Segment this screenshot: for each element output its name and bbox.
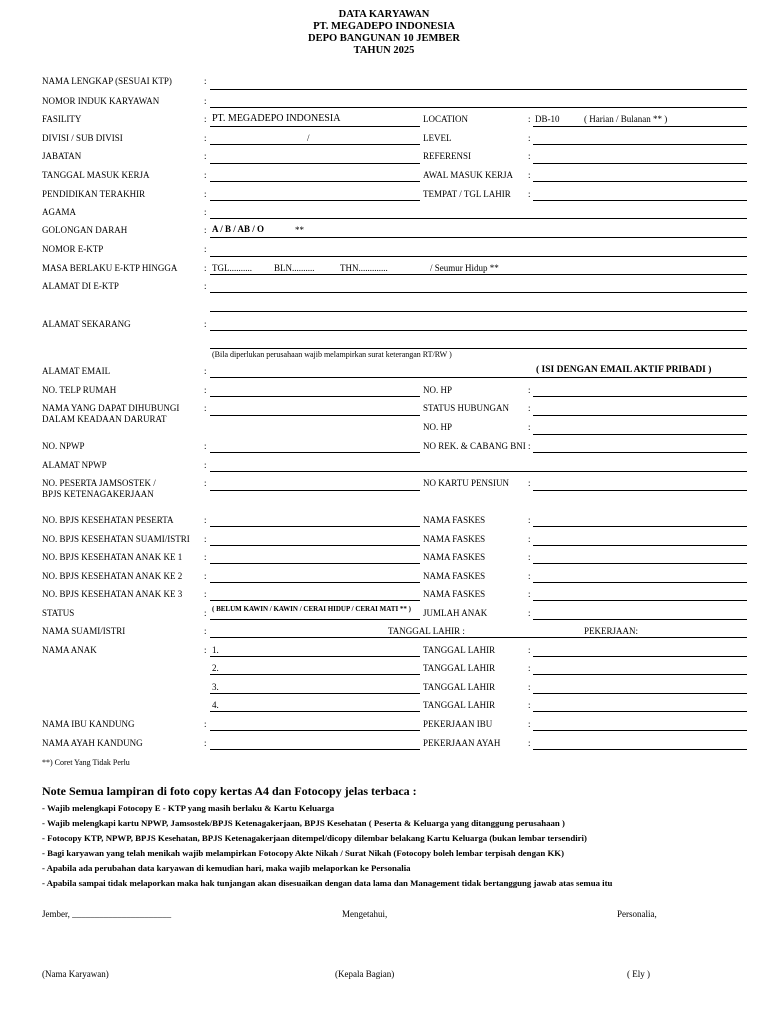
field-line-pekerjaan-ayah[interactable] [533, 749, 747, 750]
field-line-anak3[interactable] [210, 693, 420, 694]
field-line-golongan-darah[interactable] [210, 237, 747, 238]
label-alamat-ektp: ALAMAT DI E-KTP [42, 281, 119, 291]
branch-name: DEPO BANGUNAN 10 JEMBER [308, 33, 460, 44]
field-line-nik[interactable] [210, 107, 747, 108]
note-item-5: - Apabila ada perubahan data karyawan di kemudian hari, maka wajib melaporkan ke Personalia [42, 863, 411, 873]
label-faskes-anak1: NAMA FASKES [423, 552, 486, 562]
label-nomor-ektp: NOMOR E-KTP [42, 244, 104, 254]
signature-nama-karyawan: (Nama Karyawan) [42, 969, 109, 979]
field-line-tgl-lahir-anak3[interactable] [533, 693, 747, 694]
label-jabatan: JABATAN [42, 151, 82, 161]
field-line-jamsostek[interactable] [210, 490, 420, 491]
field-line-bpjs-anak2[interactable] [210, 582, 420, 583]
field-line-alamat-npwp[interactable] [210, 471, 747, 472]
field-line-agama[interactable] [210, 218, 747, 219]
label-alamat-npwp: ALAMAT NPWP [42, 460, 107, 470]
label-awal-masuk: AWAL MASUK KERJA [423, 170, 513, 180]
label-faskes-suami: NAMA FASKES [423, 534, 486, 544]
label-golongan-darah: GOLONGAN DARAH [42, 225, 128, 235]
field-line-level[interactable] [533, 144, 747, 145]
signature-ely: ( Ely ) [627, 969, 650, 979]
field-line-no-hp[interactable] [533, 396, 747, 397]
label-nama-lengkap: NAMA LENGKAP (SESUAI KTP) [42, 76, 172, 86]
field-line-nama-lengkap[interactable] [210, 89, 747, 90]
field-line-divisi[interactable] [210, 144, 420, 145]
label-tempat-lahir: TEMPAT / TGL LAHIR [423, 189, 511, 199]
field-line-tgl-lahir-anak1[interactable] [533, 656, 747, 657]
label-bpjs-anak2: NO. BPJS KESEHATAN ANAK KE 2 [42, 571, 183, 581]
field-line-npwp[interactable] [210, 452, 420, 453]
signature-personalia: Personalia, [617, 909, 657, 919]
label-kartu-pensiun: NO KARTU PENSIUN [423, 478, 509, 488]
field-line-tgl-lahir-anak2[interactable] [533, 674, 747, 675]
field-line-bpjs-suami[interactable] [210, 545, 420, 546]
field-line-alamat-ektp-2[interactable] [210, 311, 747, 312]
label-alamat-email: ALAMAT EMAIL [42, 366, 111, 376]
field-line-tgl-lahir-anak4[interactable] [533, 711, 747, 712]
label-faskes-anak3: NAMA FASKES [423, 589, 486, 599]
label-nama-suami: NAMA SUAMI/ISTRI [42, 626, 126, 636]
field-line-pekerjaan-ibu[interactable] [533, 730, 747, 731]
field-line-bpjs-peserta[interactable] [210, 526, 420, 527]
field-line-fasility[interactable] [210, 126, 420, 127]
signature-jember: Jember, ______________________ [42, 909, 172, 919]
alamat-note: (Bila diperlukan perusahaan wajib melampirkan surat keterangan RT/RW ) [212, 350, 452, 359]
label-status: STATUS [42, 608, 75, 618]
field-line-tanggal-masuk[interactable] [210, 181, 420, 182]
field-line-nama-ibu[interactable] [210, 730, 420, 731]
ektp-seumur-hidup[interactable]: / Seumur Hidup ** [430, 263, 499, 273]
field-line-kartu-pensiun[interactable] [533, 490, 747, 491]
label-masa-berlaku: MASA BERLAKU E-KTP HINGGA [42, 263, 178, 273]
note-item-3: - Fotocopy KTP, NPWP, BPJS Kesehatan, BPJS Ketenagakerjaan ditempel/dicopy dilembar belakang Kartu Keluarga (bukan lembar tersendiri) [42, 833, 587, 843]
label-bpjs-suami: NO. BPJS KESEHATAN SUAMI/ISTRI [42, 534, 190, 544]
anak-3-number: 3. [212, 682, 219, 692]
golongan-darah-mark: ** [295, 225, 304, 235]
label-nama-anak: NAMA ANAK [42, 645, 97, 655]
label-npwp: NO. NPWP [42, 441, 85, 451]
location-option[interactable]: ( Harian / Bulanan ** ) [584, 114, 668, 124]
label-tgl-lahir-anak1: TANGGAL LAHIR [423, 645, 496, 655]
label-jumlah-anak: JUMLAH ANAK [423, 608, 488, 618]
label-faskes-anak2: NAMA FASKES [423, 571, 486, 581]
field-line-no-hp-darurat[interactable] [533, 434, 747, 435]
note-item-4: - Bagi karyawan yang telah menikah wajib melampirkan Fotocopy Akte Nikah / Surat Nikah (Fotocopy boleh lembar terpisah dengan KK) [42, 848, 565, 858]
field-line-awal-masuk[interactable] [533, 181, 747, 182]
field-line-no-rek[interactable] [533, 452, 747, 453]
anak-4-number: 4. [212, 700, 219, 710]
label-tgl-lahir-anak3: TANGGAL LAHIR [423, 682, 496, 692]
label-nama-ayah: NAMA AYAH KANDUNG [42, 738, 143, 748]
label-tgl-lahir-anak2: TANGGAL LAHIR [423, 663, 496, 673]
field-line-alamat-ektp-1[interactable] [210, 292, 747, 293]
divisi-separator: / [307, 133, 310, 143]
label-tanggal-lahir-suami: TANGGAL LAHIR : [388, 626, 465, 636]
label-pekerjaan-ibu: PEKERJAAN IBU [423, 719, 493, 729]
field-line-status[interactable] [210, 619, 420, 620]
note-item-1: - Wajib melengkapi Fotocopy E - KTP yang masih berlaku & Kartu Keluarga [42, 803, 335, 813]
label-divisi: DIVISI / SUB DIVISI [42, 133, 123, 143]
label-level: LEVEL [423, 133, 452, 143]
field-line-bpjs-anak3[interactable] [210, 600, 420, 601]
field-line-referensi[interactable] [533, 163, 747, 164]
field-line-nama-suami[interactable] [210, 637, 747, 638]
field-line-masa-berlaku[interactable] [210, 274, 747, 275]
email-note: ( ISI DENGAN EMAIL AKTIF PRIBADI ) [536, 365, 712, 375]
ektp-bln[interactable]: BLN.......... [274, 263, 315, 273]
label-tanggal-masuk: TANGGAL MASUK KERJA [42, 170, 150, 180]
field-line-nomor-ektp[interactable] [210, 256, 747, 257]
label-pekerjaan-ayah: PEKERJAAN AYAH [423, 738, 501, 748]
golongan-darah-options[interactable]: A / B / AB / O [212, 224, 265, 234]
form-year: TAHUN 2025 [353, 45, 415, 56]
label-kontak-darurat: NAMA YANG DAPAT DIHUBUNGI [42, 403, 180, 413]
label-fasility: FASILITY [42, 114, 82, 124]
field-line-faskes-suami[interactable] [533, 545, 747, 546]
label-agama: AGAMA [42, 207, 77, 217]
label-pendidikan: PENDIDIKAN TERAKHIR [42, 189, 146, 199]
fasility-value: PT. MEGADEPO INDONESIA [212, 113, 341, 124]
field-line-jumlah-anak[interactable] [533, 619, 747, 620]
field-line-anak4[interactable] [210, 711, 420, 712]
label-bpjs-anak3: NO. BPJS KESEHATAN ANAK KE 3 [42, 589, 183, 599]
field-line-faskes-anak1[interactable] [533, 563, 747, 564]
field-line-jabatan[interactable] [210, 163, 420, 164]
label-alamat-sekarang: ALAMAT SEKARANG [42, 319, 131, 329]
field-line-anak1[interactable] [210, 656, 420, 657]
field-line-telp-rumah[interactable] [210, 396, 420, 397]
field-line-alamat-sekarang-2[interactable] [210, 348, 747, 349]
status-options[interactable]: ( BELUM KAWIN / KAWIN / CERAI HIDUP / CERAI MATI ** ) [212, 605, 411, 613]
ektp-thn[interactable]: THN............. [340, 263, 388, 273]
signature-mengetahui: Mengetahui, [342, 909, 388, 919]
field-line-faskes-anak2[interactable] [533, 582, 747, 583]
label-jamsostek: NO. PESERTA JAMSOSTEK / [42, 478, 156, 488]
field-line-anak2[interactable] [210, 674, 420, 675]
field-line-faskes-anak3[interactable] [533, 600, 747, 601]
ektp-tgl[interactable]: TGL.......... [212, 263, 252, 273]
location-value: DB-10 [535, 114, 560, 124]
field-line-email[interactable] [210, 377, 747, 378]
notes-title: Note Semua lampiran di foto copy kertas A4 dan Fotocopy jelas terbaca : [42, 784, 417, 798]
form-title: DATA KARYAWAN [338, 9, 430, 20]
field-line-nama-ayah[interactable] [210, 749, 420, 750]
field-line-bpjs-anak1[interactable] [210, 563, 420, 564]
label-nik: NOMOR INDUK KARYAWAN [42, 96, 160, 106]
label-pekerjaan-suami: PEKERJAAN: [584, 626, 639, 636]
label-bpjs-peserta: NO. BPJS KESEHATAN PESERTA [42, 515, 174, 525]
field-line-kontak-darurat[interactable] [210, 415, 420, 416]
label-bpjs-anak1: NO. BPJS KESEHATAN ANAK KE 1 [42, 552, 183, 562]
field-line-status-hubungan[interactable] [533, 415, 747, 416]
field-line-location[interactable] [533, 126, 747, 127]
field-line-faskes-peserta[interactable] [533, 526, 747, 527]
label-location: LOCATION [423, 114, 468, 124]
label-nama-ibu: NAMA IBU KANDUNG [42, 719, 135, 729]
field-line-tempat-lahir[interactable] [533, 200, 747, 201]
note-item-2: - Wajib melengkapi kartu NPWP, Jamsostek/BPJS Ketenagakerjaan, BPJS Kesehatan ( Peserta & Keluarga yang ditanggung perusahaan ) [42, 818, 565, 828]
label-referensi: REFERENSI [423, 151, 472, 161]
label-no-hp-darurat: NO. HP [423, 422, 453, 432]
label-status-hubungan: STATUS HUBUNGAN [423, 403, 510, 413]
label-telp-rumah: NO. TELP RUMAH [42, 385, 117, 395]
field-line-pendidikan[interactable] [210, 200, 420, 201]
label-kontak-darurat-2: DALAM KEADAAN DARURAT [42, 414, 167, 424]
anak-1-number: 1. [212, 645, 219, 655]
note-item-6: - Apabila sampai tidak melaporkan maka hak tunjangan akan disesuaikan dengan data lama dan Management tidak bertanggung jawab atas semua itu [42, 878, 613, 888]
anak-2-number: 2. [212, 663, 219, 673]
signature-kepala-bagian: (Kepala Bagian) [335, 969, 395, 979]
footnote: **) Coret Yang Tidak Perlu [42, 758, 130, 767]
label-faskes-peserta: NAMA FASKES [423, 515, 486, 525]
label-no-hp: NO. HP [423, 385, 453, 395]
label-no-rek: NO REK. & CABANG BNI : [423, 441, 531, 451]
label-tgl-lahir-anak4: TANGGAL LAHIR [423, 700, 496, 710]
company-name: PT. MEGADEPO INDONESIA [313, 21, 455, 32]
label-jamsostek-2: BPJS KETENAGAKERJAAN [42, 489, 154, 499]
field-line-alamat-sekarang-1[interactable] [210, 330, 747, 331]
